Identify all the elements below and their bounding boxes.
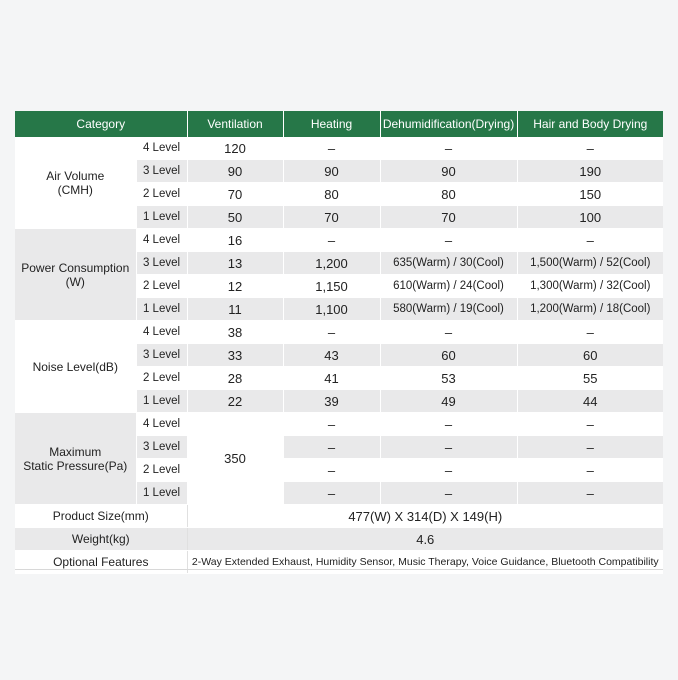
- category-label: Air Volume: [46, 168, 105, 183]
- level-cell: 2 Level: [136, 183, 187, 206]
- category-unit: (W): [65, 274, 85, 289]
- weight-row: [15, 528, 663, 551]
- heating-cell: –: [283, 229, 380, 252]
- table-row: [15, 413, 663, 436]
- level-cell: 1 Level: [136, 298, 187, 321]
- hair-cell: 190: [517, 160, 663, 183]
- hair-cell: –: [517, 229, 663, 252]
- table-row: [15, 321, 663, 344]
- category-air-volume: [15, 137, 136, 229]
- dehum-cell: 80: [380, 183, 517, 206]
- spec-table: [15, 111, 663, 574]
- hair-cell: –: [517, 482, 663, 505]
- level-cell: 3 Level: [136, 252, 187, 275]
- dehum-cell: –: [380, 482, 517, 505]
- category-power-consumption: [15, 229, 136, 321]
- product-size-label: Product Size(mm): [15, 505, 187, 528]
- header-heating: Heating: [283, 111, 380, 137]
- level-cell: 2 Level: [136, 275, 187, 298]
- category-label: Noise Level(dB): [32, 359, 118, 374]
- ventilation-cell: 22: [187, 390, 283, 413]
- header-category: Category: [15, 111, 187, 137]
- weight-label: Weight(kg): [15, 528, 187, 551]
- hair-cell: 1,500(Warm) / 52(Cool): [517, 252, 663, 275]
- level-cell: 3 Level: [136, 436, 187, 459]
- optional-features-value: 2-Way Extended Exhaust, Humidity Sensor, Music Therapy, Voice Guidance, Bluetooth Compatibility: [187, 551, 663, 574]
- ventilation-cell: 50: [187, 206, 283, 229]
- heating-cell: –: [283, 482, 380, 505]
- hair-cell: 1,300(Warm) / 32(Cool): [517, 275, 663, 298]
- level-cell: 3 Level: [136, 344, 187, 367]
- dehum-cell: –: [380, 459, 517, 482]
- heating-cell: –: [283, 321, 380, 344]
- ventilation-cell: 120: [187, 137, 283, 160]
- hair-cell: 55: [517, 367, 663, 390]
- level-cell: 1 Level: [136, 206, 187, 229]
- ventilation-static-pressure-cell: 350: [187, 413, 283, 505]
- dehum-cell: 635(Warm) / 30(Cool): [380, 252, 517, 275]
- hair-cell: –: [517, 436, 663, 459]
- header-hair-body-drying: Hair and Body Drying: [517, 111, 663, 137]
- ventilation-cell: 16: [187, 229, 283, 252]
- heating-cell: 1,150: [283, 275, 380, 298]
- category-unit: (CMH): [57, 182, 93, 197]
- category-unit: Static Pressure(Pa): [23, 458, 128, 473]
- dehum-cell: –: [380, 229, 517, 252]
- dehum-cell: 53: [380, 367, 517, 390]
- level-cell: 3 Level: [136, 160, 187, 183]
- ventilation-cell: 12: [187, 275, 283, 298]
- heating-cell: –: [283, 436, 380, 459]
- heating-cell: 90: [283, 160, 380, 183]
- level-cell: 2 Level: [136, 459, 187, 482]
- heating-cell: –: [283, 137, 380, 160]
- hair-cell: –: [517, 137, 663, 160]
- optional-features-row: [15, 551, 663, 574]
- ventilation-cell: 28: [187, 367, 283, 390]
- table-row: [15, 137, 663, 160]
- dehum-cell: –: [380, 436, 517, 459]
- level-cell: 4 Level: [136, 137, 187, 160]
- dehum-cell: 580(Warm) / 19(Cool): [380, 298, 517, 321]
- level-cell: 4 Level: [136, 321, 187, 344]
- heating-cell: 39: [283, 390, 380, 413]
- ventilation-cell: 11: [187, 298, 283, 321]
- product-size-value: 477(W) X 314(D) X 149(H): [187, 505, 663, 528]
- optional-features-label: Optional Features: [15, 551, 187, 574]
- heating-cell: 1,100: [283, 298, 380, 321]
- table-bottom-border: [15, 569, 663, 570]
- hair-cell: 60: [517, 344, 663, 367]
- category-noise-level: [15, 321, 136, 413]
- dehum-cell: 610(Warm) / 24(Cool): [380, 275, 517, 298]
- heating-cell: –: [283, 459, 380, 482]
- table-header-row: [15, 111, 663, 137]
- hair-cell: –: [517, 413, 663, 436]
- category-label: Power Consumption: [21, 260, 130, 275]
- ventilation-cell: 38: [187, 321, 283, 344]
- heating-cell: –: [283, 413, 380, 436]
- dehum-cell: 49: [380, 390, 517, 413]
- hair-cell: 44: [517, 390, 663, 413]
- level-cell: 1 Level: [136, 390, 187, 413]
- level-cell: 2 Level: [136, 367, 187, 390]
- weight-value: 4.6: [187, 528, 663, 551]
- heating-cell: 43: [283, 344, 380, 367]
- dehum-cell: –: [380, 413, 517, 436]
- level-cell: 4 Level: [136, 413, 187, 436]
- hair-cell: 100: [517, 206, 663, 229]
- hair-cell: –: [517, 321, 663, 344]
- hair-cell: 150: [517, 183, 663, 206]
- spec-table-container: [15, 111, 663, 574]
- ventilation-cell: 13: [187, 252, 283, 275]
- header-ventilation: Ventilation: [187, 111, 283, 137]
- header-dehumidification: Dehumidification(Drying): [380, 111, 517, 137]
- heating-cell: 70: [283, 206, 380, 229]
- level-cell: 4 Level: [136, 229, 187, 252]
- table-row: [15, 229, 663, 252]
- level-cell: 1 Level: [136, 482, 187, 505]
- dehum-cell: 90: [380, 160, 517, 183]
- dehum-cell: –: [380, 137, 517, 160]
- product-size-row: [15, 505, 663, 528]
- heating-cell: 41: [283, 367, 380, 390]
- hair-cell: 1,200(Warm) / 18(Cool): [517, 298, 663, 321]
- ventilation-cell: 70: [187, 183, 283, 206]
- dehum-cell: 70: [380, 206, 517, 229]
- dehum-cell: 60: [380, 344, 517, 367]
- heating-cell: 1,200: [283, 252, 380, 275]
- heating-cell: 80: [283, 183, 380, 206]
- ventilation-cell: 90: [187, 160, 283, 183]
- category-label: Maximum: [49, 444, 102, 459]
- category-static-pressure: [15, 413, 136, 505]
- hair-cell: –: [517, 459, 663, 482]
- dehum-cell: –: [380, 321, 517, 344]
- ventilation-cell: 33: [187, 344, 283, 367]
